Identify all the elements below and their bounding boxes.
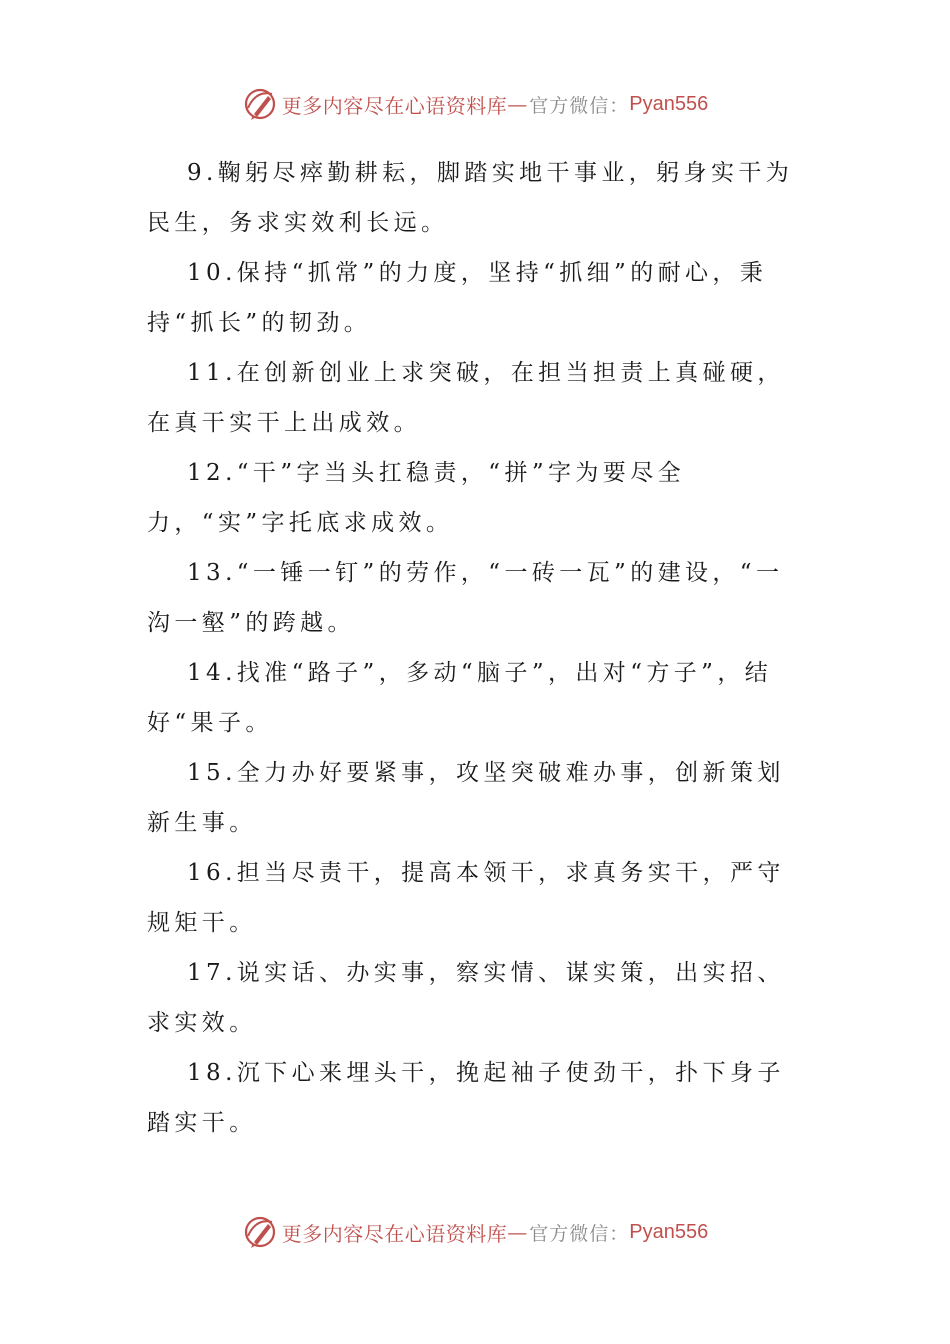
document-body bbox=[147, 148, 807, 1148]
header-wechat-id: Pyan556 bbox=[629, 92, 709, 115]
footer-site-text: 更多内容尽在心语资料库 bbox=[281, 1221, 508, 1246]
footer-wechat-label: 官方微信： bbox=[529, 1222, 630, 1245]
header-separator: — bbox=[507, 92, 528, 116]
header-banner bbox=[0, 82, 950, 126]
pen-logo-icon bbox=[242, 86, 278, 122]
list-item: 14.找准“路子”，多动“脑子”，出对“方子”，结好“果子。 bbox=[147, 660, 773, 736]
list-item: 18.沉下心来埋头干，挽起袖子使劲干，扑下身子踏实干。 bbox=[147, 1060, 785, 1136]
list-item: 15.全力办好要紧事，攻坚突破难办事，创新策划新生事。 bbox=[147, 760, 785, 836]
pen-logo-icon bbox=[242, 1214, 278, 1250]
list-item: 10.保持“抓常”的力度，坚持“抓细”的耐心，秉持“抓长”的韧劲。 bbox=[147, 260, 768, 336]
list-item: 11.在创新创业上求突破，在担当担责上真碰硬，在真干实干上出成效。 bbox=[147, 360, 785, 436]
header-wechat-label: 官方微信： bbox=[529, 94, 630, 117]
list-item: 12.“干”字当头扛稳责，“拼”字为要尽全力，“实”字托底求成效。 bbox=[147, 460, 686, 536]
footer-separator: — bbox=[507, 1220, 528, 1244]
header-site-text: 更多内容尽在心语资料库 bbox=[281, 93, 508, 118]
footer-wechat-id: Pyan556 bbox=[629, 1220, 709, 1243]
list-item: 13.“一锤一钉”的劳作，“一砖一瓦”的建设，“一沟一壑”的跨越。 bbox=[147, 560, 784, 636]
list-item: 16.担当尽责干，提高本领干，求真务实干，严守规矩干。 bbox=[147, 860, 785, 936]
footer-banner bbox=[0, 1210, 950, 1254]
list-item: 9.鞠躬尽瘁勤耕耘，脚踏实地干事业，躬身实干为民生，务求实效利长远。 bbox=[147, 160, 794, 236]
list-item: 17.说实话、办实事，察实情、谋实策，出实招、求实效。 bbox=[147, 960, 785, 1036]
